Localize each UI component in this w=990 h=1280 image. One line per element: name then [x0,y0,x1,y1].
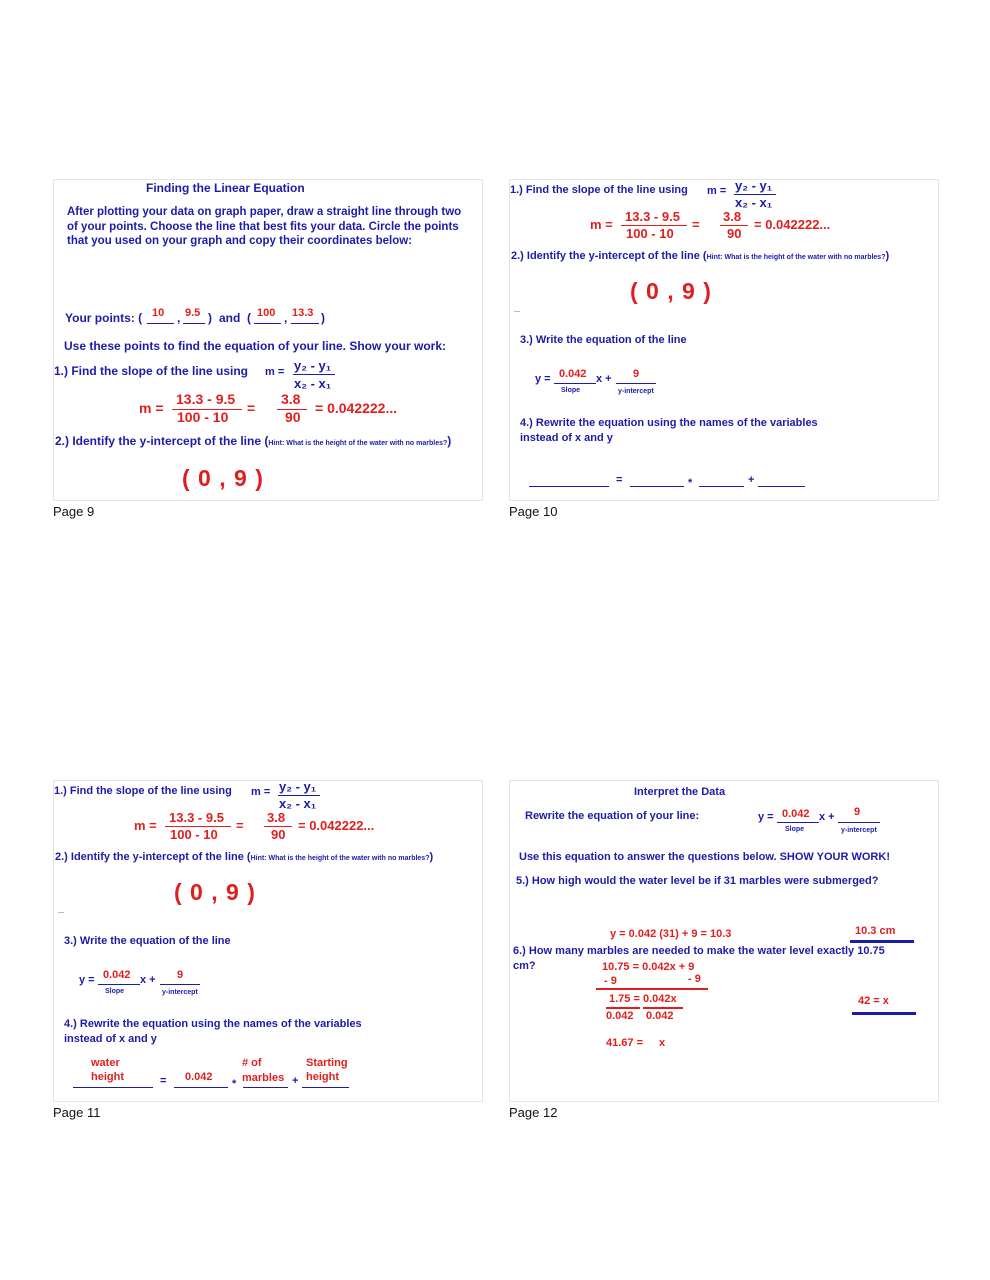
q6-minus-left: - 9 [604,975,617,987]
rewrite-label: Rewrite the equation of your line: [525,810,700,822]
points-label: Your points: ( [65,311,143,325]
q6-subtract-bar [596,988,708,990]
comma: , [284,311,288,325]
q2-label [511,250,889,262]
slope-line [777,822,819,823]
equals-sign: = [247,400,256,416]
sub-denominator: 100 - 10 [170,827,218,842]
simpl-numerator: 3.8 [723,209,742,224]
slope-line [554,383,596,384]
intercept-line [838,822,880,823]
times-sign: * [688,477,693,489]
simpl-denominator: 90 [285,409,301,425]
blank-dependent [529,486,609,487]
q5-label: 5.) How high would the water level be if 31 marbles were submerged? [516,875,879,887]
q6-div-bar-right [643,1007,683,1009]
q4-line2: instead of x and y [64,1033,157,1045]
x-plus: x + [819,811,835,823]
point-x1: 10 [152,307,165,319]
m-equals: m = [707,185,727,197]
point-y1-line [183,323,205,324]
q2-label [55,434,451,448]
plus-sign: + [748,474,755,486]
blank-intercept [302,1087,349,1088]
q6-div-bar-left [606,1007,640,1009]
intercept-caption: y-intercept [618,388,654,395]
slide-page-10 [509,179,939,501]
q1-label: 1.) Find the slope of the line using [54,785,232,797]
point-x1-line [147,323,174,324]
page-number: Page 12 [509,1105,558,1120]
simpl-denominator: 90 [727,226,742,241]
q2-close: ) [885,250,890,262]
q6-div-right: 0.042 [646,1010,674,1022]
plus-sign: + [292,1075,299,1087]
m-equals: m = [265,366,285,378]
and-label: and [219,311,241,325]
page-number: Page 10 [509,504,558,519]
var-water: water [91,1057,120,1069]
paren-close: ) [321,311,325,325]
intercept-caption: y-intercept [162,989,198,996]
stray-mark [514,311,520,312]
point-y2: 13.3 [292,307,314,319]
times-sign: * [232,1078,237,1090]
comma: , [177,311,181,325]
q6-step1: 10.75 = 0.042x + 9 [602,961,695,973]
q6-line1: 6.) How many marbles are needed to make the water level exactly 10.75 [513,945,885,957]
sub-denominator: 100 - 10 [177,409,229,425]
q6-div-left: 0.042 [606,1010,634,1022]
q5-work: y = 0.042 (31) + 9 = 10.3 [610,928,732,940]
q2-hint: Hint: What is the height of the water with no marbles? [706,254,886,261]
intercept-value: 9 [177,969,184,981]
q2-text: 2.) Identify the y-intercept of the line ( [55,851,251,863]
equals-sign: = [692,217,700,232]
paren-close: ) [208,311,212,325]
equals-sign: = [160,1075,167,1087]
q5-answer-line [850,940,914,943]
intercept-point: ( 0 , 9 ) [182,465,264,491]
slope-line [98,984,140,985]
blank-slope [174,1087,228,1088]
q1-label: 1.) Find the slope of the line using [510,184,688,196]
point-x2-line [254,323,281,324]
intercept-line [616,383,656,384]
slide-page-11 [53,780,483,1102]
q2-hint: Hint: What is the height of the water with no marbles? [250,855,430,862]
formula-numerator: y₂ - y₁ [294,358,332,373]
q4-line2: instead of x and y [520,432,613,444]
q2-text: 2.) Identify the y-intercept of the line ( [511,250,707,262]
slope-result: = 0.042222... [298,818,375,833]
simpl-numerator: 3.8 [267,810,286,825]
page-number: Page 11 [53,1105,101,1120]
intercept-value: 9 [633,368,640,380]
slope-filled: 0.042 [185,1071,213,1083]
instruction: Use these points to find the equation of your line. Show your work: [64,339,447,353]
equals-sign: = [236,818,244,833]
intercept-line [160,984,200,985]
var-marbles: marbles [242,1072,285,1084]
slide-page-12 [509,780,939,1102]
q2-close: ) [447,434,452,448]
slope-caption: Slope [561,387,581,394]
blank-intercept [758,486,805,487]
m-equals-red: m = [139,400,164,416]
intercept-point: ( 0 , 9 ) [174,879,256,905]
blank-independent [699,486,744,487]
q6-step2: 1.75 = 0.042x [609,993,677,1005]
sub-numerator: 13.3 - 9.5 [176,391,236,407]
formula-numerator: y₂ - y₁ [279,780,317,794]
blank-independent [243,1087,288,1088]
y-equals: y = [758,811,774,823]
simpl-denominator: 90 [271,827,286,842]
point-y1: 9.5 [185,307,201,319]
formula-denominator: x₂ - x₁ [279,796,317,811]
open-paren: ( [247,311,251,325]
slope-caption: Slope [785,826,805,833]
y-equals: y = [79,974,95,986]
m-equals-red: m = [134,818,157,833]
sub-numerator: 13.3 - 9.5 [625,209,680,224]
y-equals: y = [535,373,551,385]
q4-line1: 4.) Rewrite the equation using the names of the variables [520,417,818,429]
blank-slope [630,486,684,487]
q6-answer: 42 = x [858,995,889,1007]
point-x2: 100 [257,307,276,319]
m-equals: m = [251,786,271,798]
slide-title: Interpret the Data [634,786,726,798]
use-equation: Use this equation to answer the questions below. SHOW YOUR WORK! [519,851,890,863]
slope-value: 0.042 [103,969,131,981]
q6-line2: cm? [513,960,536,972]
x-plus: x + [596,373,612,385]
formula-denominator: x₂ - x₁ [735,195,773,210]
q3-label: 3.) Write the equation of the line [64,935,231,947]
q3-label: 3.) Write the equation of the line [520,334,687,346]
slope-result: = 0.042222... [754,217,831,232]
slope-result: = 0.042222... [315,400,398,416]
intercept-value: 9 [854,806,861,818]
m-equals-red: m = [590,217,613,232]
simpl-numerator: 3.8 [281,391,301,407]
stray-mark [58,912,64,913]
q6-minus-right: - 9 [688,973,701,985]
slide-title: Finding the Linear Equation [146,181,305,195]
slope-value: 0.042 [559,368,587,380]
point-y2-line [291,323,319,324]
var-start-height: height [306,1071,339,1083]
slope-value: 0.042 [782,808,810,820]
q6-step3-left: 41.67 = [606,1037,644,1049]
slide-page-9 [53,179,483,501]
formula-numerator: y₂ - y₁ [735,179,773,193]
var-starting: Starting [306,1057,348,1069]
x-plus: x + [140,974,156,986]
slope-caption: Slope [105,988,125,995]
q2-text: 2.) Identify the y-intercept of the line ( [55,434,269,448]
sub-denominator: 100 - 10 [626,226,674,241]
page-number: Page 9 [53,504,95,519]
q2-close: ) [429,851,434,863]
intro-paragraph: After plotting your data on graph paper, draw a straight line through two of your points. Choose the line that best fits your data. Circle the points that you used on your graph and copy their coordinates below: [67,206,462,247]
var-num-of: # of [242,1057,262,1069]
var-height: height [91,1071,124,1083]
intercept-caption: y-intercept [841,827,877,834]
q2-hint: Hint: What is the height of the water with no marbles? [268,440,448,447]
sub-numerator: 13.3 - 9.5 [169,810,224,825]
formula-denominator: x₂ - x₁ [294,376,332,391]
q2-label [55,851,433,863]
q4-line1: 4.) Rewrite the equation using the names of the variables [64,1018,362,1030]
q5-answer: 10.3 cm [855,925,896,937]
formula-bar [293,374,335,375]
equals-sign: = [616,474,623,486]
intercept-point: ( 0 , 9 ) [630,278,712,304]
q1-label: 1.) Find the slope of the line using [54,364,249,378]
q6-step3-right: x [659,1037,666,1049]
blank-dependent [73,1087,153,1088]
q6-answer-line [852,1012,916,1015]
